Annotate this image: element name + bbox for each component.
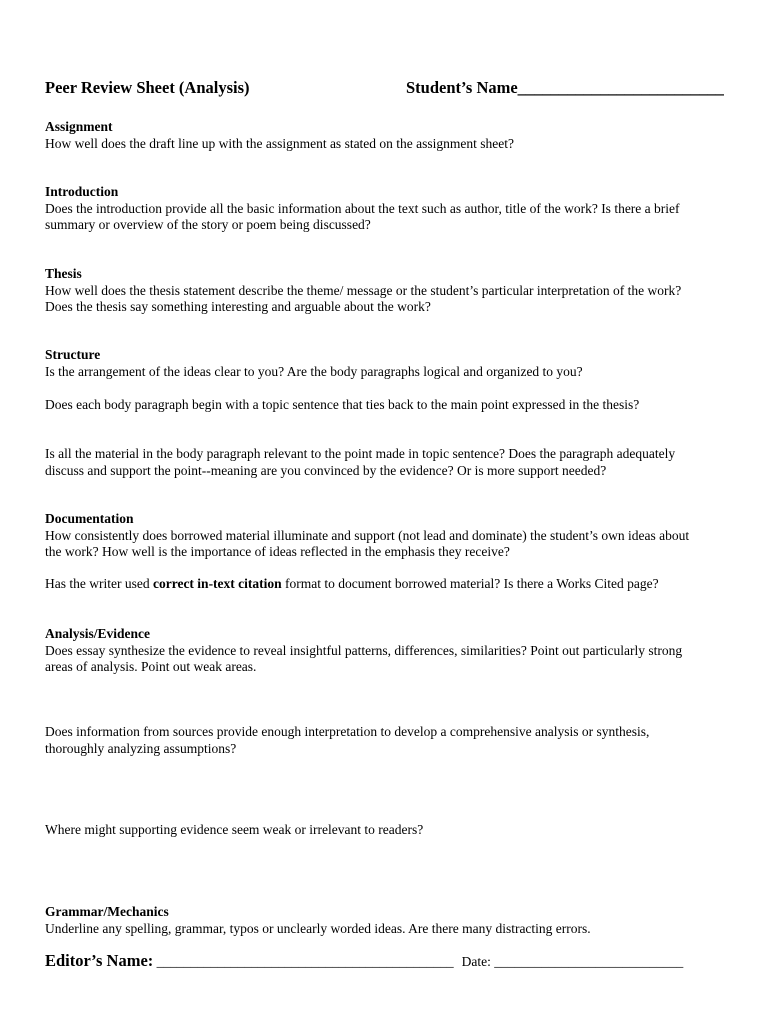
grammar-question: Underline any spelling, grammar, typos or unclearly worded ideas. Are there many distracting errors. [45,920,591,936]
assignment-question: How well does the draft line up with the assignment as stated on the assignment sheet? [45,135,515,151]
structure-heading: Structure [45,347,101,362]
thesis-heading: Thesis [45,266,82,281]
structure-question-2: Does each body paragraph begin with a topic sentence that ties back to the main point expressed in the thesis? [45,397,640,412]
assignment-section [45,119,720,152]
analysis-question-2-line1: Does information from sources provide enough interpretation to develop a comprehensive analysis or synthesis, [45,724,650,739]
documentation-question-1-line1: How consistently does borrowed material illuminate and support (not lead and dominate) the student’s own ideas about [45,527,690,543]
structure-question-3 [45,446,720,479]
grammar-heading: Grammar/Mechanics [45,904,169,919]
documentation-q2-bold: correct in-text citation [152,576,282,591]
editor-name-label: Editor’s Name: [45,951,154,970]
documentation-heading: Documentation [45,511,134,526]
grammar-section [45,904,720,937]
date-blank: ____________________________ [490,954,684,969]
analysis-question-3: Where might supporting evidence seem weak or irrelevant to readers? [45,822,424,837]
analysis-question-1-line2: areas of analysis. Point out weak areas. [45,659,257,674]
documentation-section [45,511,720,561]
documentation-question-1-line2: the work? How well is the importance of ideas reflected in the emphasis they receive? [45,544,510,559]
editor-footer [45,953,683,971]
documentation-q2-text-b: format to document borrowed material? Is there a Works Cited page? [281,576,659,591]
analysis-section [45,626,720,676]
analysis-heading: Analysis/Evidence [45,626,151,641]
thesis-question-line1: How well does the thesis statement describe the theme/ message or the student’s particular interpretation of the work? [45,282,682,298]
documentation-q2-text-a: Has the writer used [45,576,153,591]
analysis-question-2-line2: thoroughly analyzing assumptions? [45,740,237,756]
date-label: Date: [461,954,491,969]
introduction-section [45,184,720,234]
introduction-question-line1: Does the introduction provide all the basic information about the text such as author, title of the work? Is there a brief [45,200,680,216]
analysis-question-2 [45,724,720,757]
editor-name-blank: ____________________________________________ [153,954,454,969]
thesis-section [45,266,720,316]
page-title: Peer Review Sheet (Analysis) [45,78,250,97]
introduction-heading: Introduction [45,184,119,199]
assignment-heading: Assignment [45,119,113,134]
student-name-field: Student’s Name_________________________ [406,78,724,97]
analysis-question-1-line1: Does essay synthesize the evidence to reveal insightful patterns, differences, similarities? Point out particularly strong [45,642,683,658]
introduction-question-line2: summary or overview of the story or poem being discussed? [45,217,371,232]
structure-section [45,347,720,380]
structure-question-3-line1: Is all the material in the body paragraph relevant to the point made in topic sentence? Does the paragraph adequately [45,446,676,461]
structure-question-3-line2: discuss and support the point--meaning are you convinced by the evidence? Or is more support needed? [45,462,607,478]
documentation-question-2 [45,576,720,593]
thesis-question-line2: Does the thesis say something interesting and arguable about the work? [45,299,431,314]
structure-question-1: Is the arrangement of the ideas clear to you? Are the body paragraphs logical and organized to you? [45,363,583,379]
